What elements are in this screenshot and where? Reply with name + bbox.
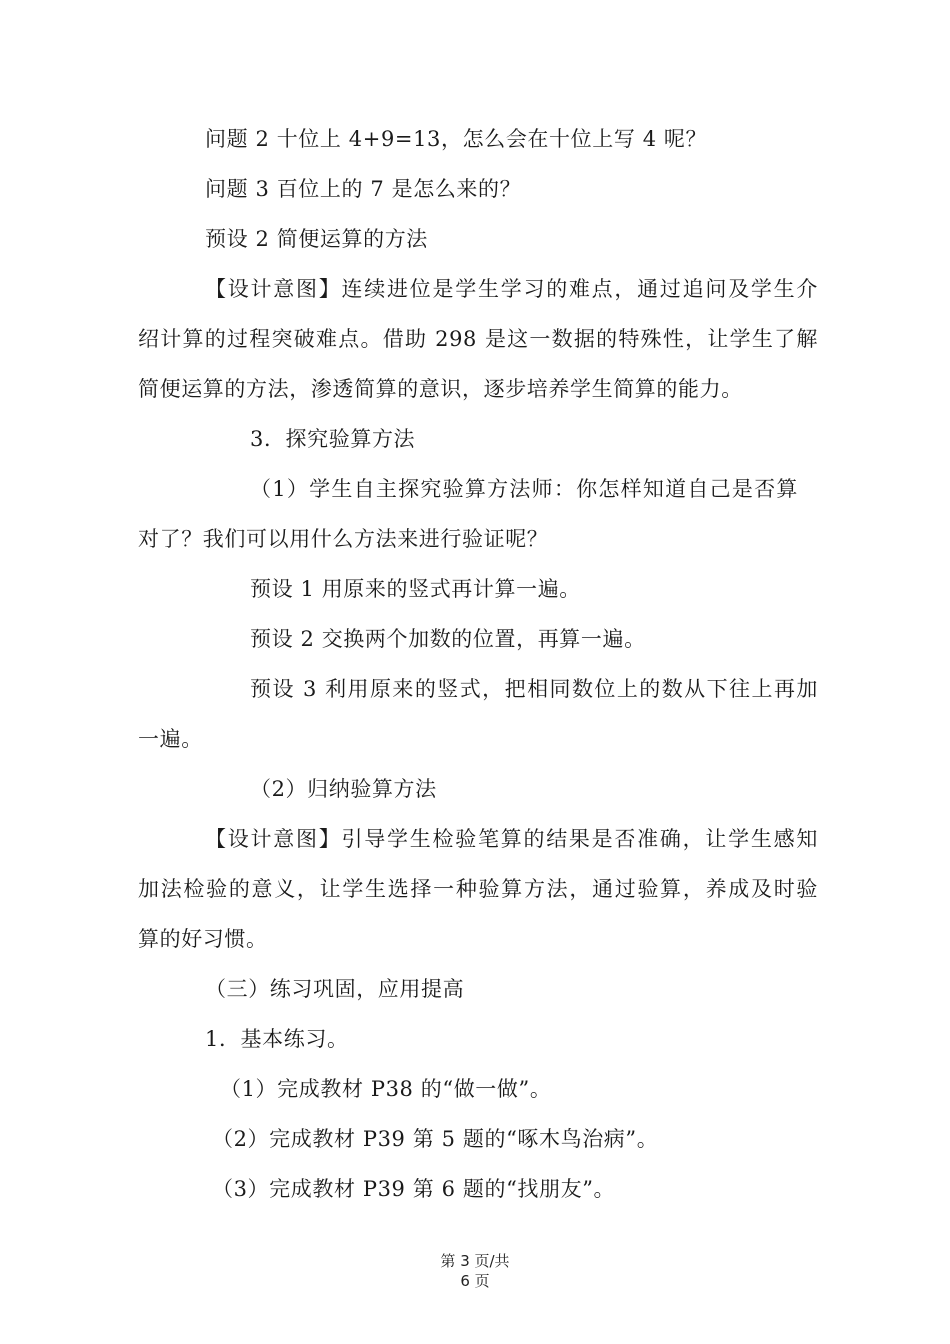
- design-intent-2-line-2: 加法检验的意义，让学生选择一种验算方法，通过验算，养成及时验: [138, 877, 818, 901]
- design-intent-2-line-1: 【设计意图】引导学生检验笔算的结果是否准确，让学生感知: [205, 827, 818, 851]
- design-intent-1-line-3: 简便运算的方法，渗透简算的意识，逐步培养学生简算的能力。: [138, 377, 743, 401]
- design-intent-1-line-2: 绍计算的过程突破难点。借助 298 是这一数据的特殊性，让学生了解: [138, 327, 818, 351]
- practice-item-1: （1）完成教材 P38 的“做一做”。: [220, 1077, 552, 1101]
- design-intent-2-line-3: 算的好习惯。: [138, 927, 268, 951]
- preset-3-line-2: 一遍。: [138, 727, 203, 751]
- summarize-verification-heading: （2）归纳验算方法: [250, 777, 437, 801]
- practice-item-3: （3）完成教材 P39 第 6 题的“找朋友”。: [212, 1177, 616, 1201]
- page-number-line-1: 第 3 页/共: [440, 1252, 510, 1270]
- preset-2-simple-method-line: 预设 2 简便运算的方法: [205, 227, 428, 251]
- explore-verification-line-1: （1）学生自主探究验算方法师：你怎样知道自己是否算: [250, 477, 798, 501]
- design-intent-1-line-1: 【设计意图】连续进位是学生学习的难点，通过追问及学生介: [205, 277, 818, 301]
- basic-practice-heading: 1．基本练习。: [205, 1027, 349, 1051]
- question-3-line: 问题 3 百位上的 7 是怎么来的？: [205, 177, 522, 201]
- section-3-heading: 3．探究验算方法: [250, 427, 416, 451]
- preset-2-line: 预设 2 交换两个加数的位置，再算一遍。: [250, 627, 646, 651]
- practice-item-2: （2）完成教材 P39 第 5 题的“啄木鸟治病”。: [212, 1127, 659, 1151]
- explore-verification-line-2: 对了？我们可以用什么方法来进行验证呢？: [138, 527, 549, 551]
- practice-section-heading: （三）练习巩固，应用提高: [205, 977, 465, 1001]
- page-number-line-2: 6 页: [460, 1272, 490, 1290]
- preset-3-line-1: 预设 3 利用原来的竖式，把相同数位上的数从下往上再加: [250, 677, 818, 701]
- preset-1-line: 预设 1 用原来的竖式再计算一遍。: [250, 577, 581, 601]
- question-2-line: 问题 2 十位上 4+9=13，怎么会在十位上写 4 呢？: [205, 127, 708, 151]
